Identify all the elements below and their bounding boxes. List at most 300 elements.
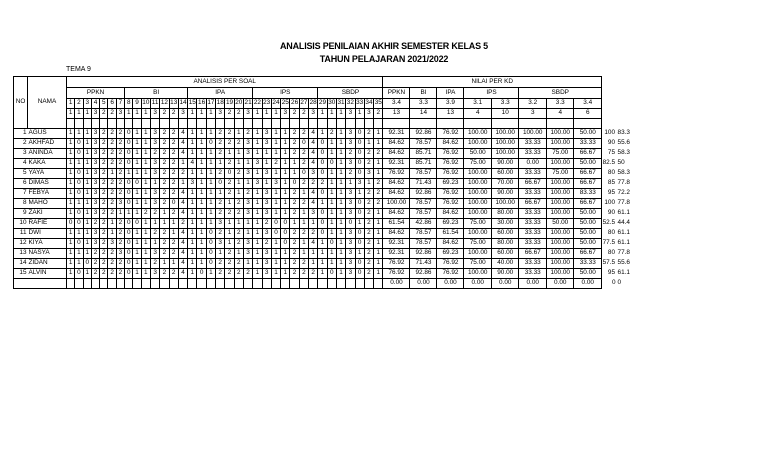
kd-value: 100.00 [464, 169, 492, 179]
kd-value: 33.33 [519, 149, 547, 159]
score-cell: 2 [169, 189, 178, 199]
score-cell: 1 [225, 149, 234, 159]
kd-code: 3.4 [383, 99, 410, 109]
score-cell: 1 [188, 139, 197, 149]
score-cell: 0 [75, 219, 83, 229]
score-cell: 1 [67, 239, 75, 249]
kd-value: 76.92 [437, 259, 464, 269]
kd-value: 100.00 [464, 129, 492, 139]
kd-value: 84.62 [437, 139, 464, 149]
score-cell: 1 [243, 219, 252, 229]
kd-value: 100.00 [464, 269, 492, 279]
score-cell: 1 [83, 129, 91, 139]
kd-value: 92.86 [410, 249, 437, 259]
max-score: 3 [116, 109, 124, 119]
subject-header: IPS [253, 88, 318, 99]
score-cell: 3 [108, 239, 116, 249]
kd-value: 61.54 [437, 229, 464, 239]
score-cell: 1 [83, 249, 91, 259]
question-number: 11 [150, 99, 159, 109]
score-cell: 3 [150, 199, 159, 209]
score-cell: 0 [75, 149, 83, 159]
blank-cell [318, 119, 327, 129]
score-cell: 1 [346, 179, 355, 189]
score-cell: 1 [253, 229, 262, 239]
question-number: 30 [327, 99, 336, 109]
score-cell: 1 [336, 169, 345, 179]
max-score: 1 [336, 109, 345, 119]
extra-score: 82.5 [602, 159, 616, 167]
score-cell: 2 [364, 199, 373, 209]
max-score: 2 [160, 109, 169, 119]
score-cell: 1 [336, 269, 345, 279]
score-cell: 2 [216, 269, 225, 279]
kd-value: 100.00 [546, 259, 574, 269]
score-cell: 0 [355, 239, 364, 249]
blank-cell [125, 279, 133, 289]
max-score: 2 [234, 109, 243, 119]
kd-value: 92.86 [410, 189, 437, 199]
score-cell: 0 [125, 159, 133, 169]
score-cell: 1 [67, 169, 75, 179]
score-cell: 3 [262, 129, 271, 139]
score-cell: 0 [75, 239, 83, 249]
score-cell: 0 [125, 189, 133, 199]
extra-score: 80 [607, 169, 616, 177]
score-cell: 1 [83, 179, 91, 189]
score-cell: 1 [75, 249, 83, 259]
kd-value: 84.62 [383, 179, 410, 189]
question-number: 2 [75, 99, 83, 109]
score-cell: 2 [290, 249, 299, 259]
blank-cell [28, 279, 67, 289]
score-cell: 2 [374, 179, 383, 189]
score-cell: 3 [346, 189, 355, 199]
score-cell: 2 [225, 179, 234, 189]
score-cell: 4 [309, 139, 318, 149]
score-cell: 1 [374, 269, 383, 279]
kd-value: 33.33 [519, 219, 547, 229]
score-cell: 1 [108, 229, 116, 239]
blank-cell [437, 119, 464, 129]
score-cell: 1 [281, 159, 290, 169]
score-cell: 3 [346, 139, 355, 149]
score-cell: 3 [91, 209, 99, 219]
score-cell: 1 [281, 249, 290, 259]
kd-value: 100.00 [383, 199, 410, 209]
student-no: 10 [14, 219, 28, 229]
score-cell: 3 [262, 189, 271, 199]
blank-cell [602, 119, 618, 129]
score-cell: 1 [206, 169, 215, 179]
score-cell: 2 [100, 129, 108, 139]
score-cell: 1 [355, 219, 364, 229]
score-cell: 2 [299, 159, 308, 169]
score-cell: 1 [253, 129, 262, 139]
score-cell: 1 [355, 249, 364, 259]
score-cell: 2 [100, 179, 108, 189]
score-cell: 3 [271, 179, 280, 189]
max-score: 3 [216, 109, 225, 119]
score-cell: 1 [253, 239, 262, 249]
question-number: 17 [206, 99, 215, 109]
score-cell: 3 [216, 219, 225, 229]
score-cell: 1 [75, 259, 83, 269]
score-cell: 1 [206, 199, 215, 209]
max-score: 1 [318, 109, 327, 119]
score-cell: 3 [216, 239, 225, 249]
max-score: 2 [225, 109, 234, 119]
blank-cell [225, 119, 234, 129]
score-cell: 1 [197, 149, 206, 159]
score-cell: 2 [290, 199, 299, 209]
blank-cell [281, 279, 290, 289]
kd-value: 33.33 [519, 209, 547, 219]
score-cell: 1 [318, 129, 327, 139]
score-cell: 0 [355, 269, 364, 279]
score-cell: 2 [309, 229, 318, 239]
score-cell: 3 [309, 209, 318, 219]
kd-value: 40.00 [491, 259, 519, 269]
kd-value: 66.67 [519, 179, 547, 189]
score-cell: 1 [374, 159, 383, 169]
score-cell: 2 [243, 129, 252, 139]
score-cell: 2 [299, 129, 308, 139]
score-cell: 2 [364, 229, 373, 239]
extra-score: 55.6 [617, 259, 630, 267]
score-cell: 2 [299, 199, 308, 209]
kd-value: 85.71 [410, 159, 437, 169]
score-cell: 0 [318, 169, 327, 179]
blank-cell [206, 119, 215, 129]
blank-cell [327, 119, 336, 129]
score-cell: 0 [75, 169, 83, 179]
kd-value: 78.57 [410, 199, 437, 209]
student-name: DWI [28, 229, 67, 239]
score-cell: 2 [216, 259, 225, 269]
score-cell: 2 [160, 199, 169, 209]
score-cell: 2 [290, 239, 299, 249]
score-cell: 0 [271, 219, 280, 229]
score-cell: 2 [169, 129, 178, 139]
score-cell: 2 [364, 159, 373, 169]
score-cell: 3 [355, 179, 364, 189]
score-cell: 2 [225, 209, 234, 219]
question-number: 10 [141, 99, 150, 109]
header-row-max [14, 109, 633, 119]
score-cell: 2 [299, 149, 308, 159]
kd-value: 80.00 [491, 239, 519, 249]
blank-cell [108, 279, 116, 289]
score-cell: 4 [309, 129, 318, 139]
score-cell: 0 [125, 239, 133, 249]
kd-value: 42.86 [410, 219, 437, 229]
score-cell: 1 [271, 259, 280, 269]
extra-score: 77.8 [617, 179, 630, 187]
question-number: 18 [216, 99, 225, 109]
score-cell: 3 [346, 249, 355, 259]
header-row-groups [14, 77, 633, 88]
extra-score: 80 [607, 229, 616, 237]
blank-cell [618, 99, 633, 109]
score-cell: 3 [91, 199, 99, 209]
kd-subject-header: IPS [464, 88, 519, 99]
kd-value: 33.33 [519, 169, 547, 179]
blank-cell [188, 119, 197, 129]
table-row [14, 199, 633, 209]
kd-value: 76.92 [437, 159, 464, 169]
score-cell: 1 [290, 159, 299, 169]
score-cell: 2 [150, 229, 159, 239]
kd-value: 92.31 [383, 249, 410, 259]
score-cell: 1 [133, 209, 141, 219]
kd-value: 60.00 [491, 229, 519, 239]
score-cell: 0 [355, 169, 364, 179]
score-cell: 1 [206, 219, 215, 229]
score-cell: 1 [150, 179, 159, 189]
score-cell: 1 [83, 169, 91, 179]
kd-value: 0.00 [464, 279, 492, 289]
max-score: 1 [271, 109, 280, 119]
extra-score: 75 [607, 149, 616, 157]
score-cell: 1 [374, 259, 383, 269]
kd-value: 50.00 [574, 129, 602, 139]
max-score: 1 [141, 109, 150, 119]
kd-value: 50.00 [546, 219, 574, 229]
blank-cell [83, 119, 91, 129]
score-cell: 1 [271, 129, 280, 139]
score-cell: 1 [160, 209, 169, 219]
score-cell: 2 [160, 189, 169, 199]
score-cell: 0 [206, 249, 215, 259]
student-name: MAHO [28, 199, 67, 209]
table-row [14, 259, 633, 269]
kd-code: 3.1 [464, 99, 492, 109]
score-cell: 2 [169, 209, 178, 219]
max-score: 2 [374, 109, 383, 119]
score-cell: 1 [150, 219, 159, 229]
score-cell: 1 [336, 139, 345, 149]
score-cell: 2 [100, 199, 108, 209]
score-cell: 1 [141, 169, 150, 179]
score-cell: 1 [188, 189, 197, 199]
score-cell: 0 [299, 139, 308, 149]
score-cell: 1 [374, 239, 383, 249]
score-cell: 2 [364, 149, 373, 159]
score-cell: 3 [243, 199, 252, 209]
score-cell: 1 [133, 159, 141, 169]
score-cell: 1 [178, 179, 187, 189]
score-cell: 2 [234, 139, 243, 149]
kd-value: 78.57 [410, 209, 437, 219]
score-cell: 1 [216, 159, 225, 169]
kd-value: 33.33 [519, 269, 547, 279]
max-score: 3 [346, 109, 355, 119]
score-cell: 1 [188, 169, 197, 179]
blank-cell [355, 119, 364, 129]
kd-value: 100.00 [464, 189, 492, 199]
blank-cell [197, 119, 206, 129]
score-cell: 1 [197, 169, 206, 179]
blank-cell [262, 279, 271, 289]
score-cell: 1 [75, 199, 83, 209]
score-cell: 3 [262, 269, 271, 279]
score-cell: 2 [100, 159, 108, 169]
score-cell: 2 [116, 229, 124, 239]
score-cell: 2 [290, 269, 299, 279]
score-cell: 3 [150, 129, 159, 139]
score-cell: 1 [206, 149, 215, 159]
score-cell: 1 [197, 179, 206, 189]
score-cell: 1 [299, 189, 308, 199]
kd-value: 100.00 [546, 269, 574, 279]
score-cell: 1 [299, 249, 308, 259]
score-cell: 3 [91, 159, 99, 169]
score-cell: 1 [253, 189, 262, 199]
extra-score: 44.4 [617, 219, 630, 227]
score-cell: 2 [160, 129, 169, 139]
score-cell: 3 [243, 139, 252, 149]
score-cell: 0 [206, 139, 215, 149]
blank-cell [271, 279, 280, 289]
kd-value: 92.31 [383, 129, 410, 139]
blank-cell [160, 119, 169, 129]
score-cell: 3 [150, 249, 159, 259]
blank-cell [290, 119, 299, 129]
score-cell: 1 [83, 209, 91, 219]
score-cell: 3 [243, 239, 252, 249]
blank-cell [253, 119, 262, 129]
score-cell: 0 [125, 129, 133, 139]
score-cell: 1 [281, 139, 290, 149]
score-cell: 2 [216, 209, 225, 219]
blank-cell [281, 119, 290, 129]
kd-value: 78.57 [410, 139, 437, 149]
blank-cell [336, 279, 345, 289]
question-number: 8 [125, 99, 133, 109]
extra-score: 58.3 [617, 169, 630, 177]
student-no: 7 [14, 189, 28, 199]
score-cell: 1 [197, 249, 206, 259]
question-number: 4 [91, 99, 99, 109]
score-cell: 1 [234, 129, 243, 139]
score-cell: 1 [336, 209, 345, 219]
score-cell: 1 [206, 269, 215, 279]
score-cell: 2 [178, 169, 187, 179]
max-score: 1 [327, 109, 336, 119]
score-cell: 3 [150, 169, 159, 179]
blank-cell [178, 279, 187, 289]
score-cell: 1 [188, 199, 197, 209]
max-score: 1 [197, 109, 206, 119]
score-cell: 2 [243, 269, 252, 279]
kd-value: 0.00 [519, 159, 547, 169]
score-cell: 3 [91, 129, 99, 139]
score-cell: 2 [108, 249, 116, 259]
score-cell: 1 [178, 159, 187, 169]
score-cell: 1 [206, 209, 215, 219]
score-cell: 0 [281, 229, 290, 239]
table-row [14, 229, 633, 239]
kd-value: 66.67 [519, 199, 547, 209]
kd-code: 3.3 [546, 99, 574, 109]
kd-value: 100.00 [491, 199, 519, 209]
tema-label: TEMA 9 [66, 66, 91, 73]
score-cell: 1 [206, 129, 215, 139]
kd-value: 84.62 [437, 209, 464, 219]
student-no: 4 [14, 159, 28, 169]
score-cell: 1 [327, 139, 336, 149]
score-cell: 1 [253, 209, 262, 219]
score-cell: 1 [281, 149, 290, 159]
score-cell: 1 [253, 139, 262, 149]
kd-value: 85.71 [410, 149, 437, 159]
score-cell: 1 [67, 249, 75, 259]
score-cell: 1 [133, 229, 141, 239]
kd-value: 0.00 [410, 279, 437, 289]
blank-cell [410, 119, 437, 129]
extra-score: 90 [607, 139, 616, 147]
score-cell: 3 [91, 229, 99, 239]
blank-cell [309, 119, 318, 129]
score-cell: 0 [355, 149, 364, 159]
score-cell: 2 [169, 169, 178, 179]
analysis-table [13, 76, 633, 289]
score-cell: 1 [188, 129, 197, 139]
score-cell: 2 [100, 239, 108, 249]
kd-value: 33.33 [519, 229, 547, 239]
score-cell: 3 [262, 209, 271, 219]
score-cell: 2 [91, 269, 99, 279]
max-score: 1 [133, 109, 141, 119]
score-cell: 1 [309, 219, 318, 229]
score-cell: 2 [100, 139, 108, 149]
score-cell: 3 [346, 159, 355, 169]
score-cell: 2 [169, 249, 178, 259]
blank-cell [602, 88, 618, 99]
score-cell: 1 [67, 199, 75, 209]
score-cell: 3 [150, 189, 159, 199]
blank-cell [262, 119, 271, 129]
score-cell: 0 [125, 139, 133, 149]
score-cell: 0 [355, 259, 364, 269]
score-cell: 1 [197, 209, 206, 219]
score-cell: 2 [160, 229, 169, 239]
score-cell: 1 [188, 229, 197, 239]
score-cell: 1 [281, 189, 290, 199]
kd-value: 78.57 [410, 239, 437, 249]
subject-header: BI [125, 88, 188, 99]
score-cell: 1 [262, 179, 271, 189]
score-cell: 1 [336, 179, 345, 189]
score-cell: 2 [234, 229, 243, 239]
extra-score: 95 [607, 189, 616, 197]
blank-cell [618, 88, 633, 99]
student-name: ANINDA [28, 149, 67, 159]
student-name: FEBYA [28, 189, 67, 199]
kd-value: 84.62 [383, 229, 410, 239]
score-cell: 1 [374, 219, 383, 229]
score-cell: 1 [299, 239, 308, 249]
score-cell: 3 [91, 139, 99, 149]
score-cell: 4 [178, 199, 187, 209]
max-score: 3 [364, 109, 373, 119]
kd-code: 3.2 [519, 99, 547, 109]
subject-header: IPA [188, 88, 253, 99]
score-cell: 0 [355, 199, 364, 209]
score-cell: 0 [318, 209, 327, 219]
kd-value: 76.92 [383, 259, 410, 269]
